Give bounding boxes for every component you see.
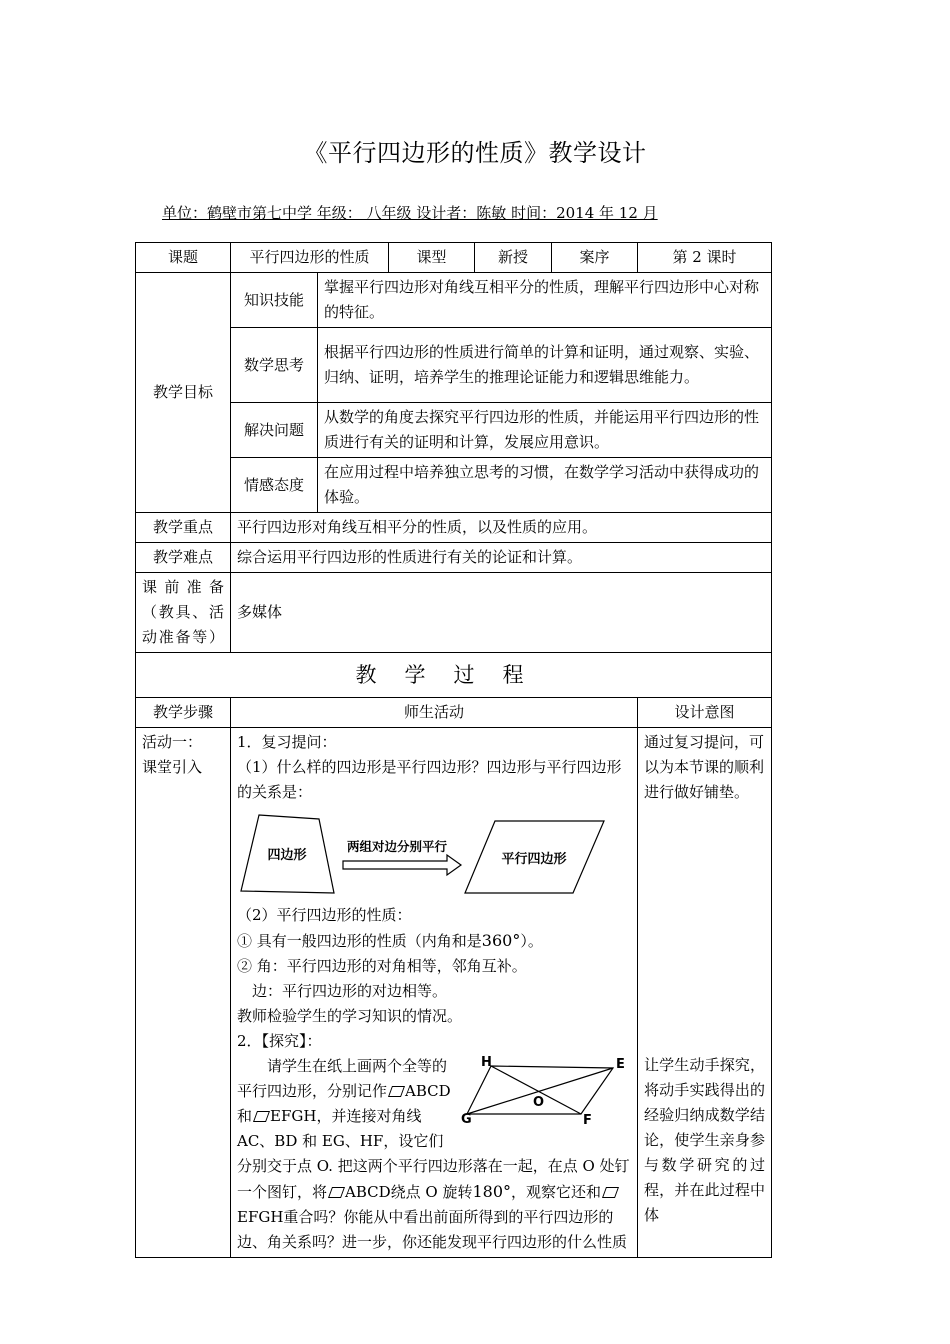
- activity1-step: [136, 728, 231, 1258]
- goal-text: 根据平行四边形的性质进行简单的计算和证明，通过观察、实验、归纳、证明，培养学生的推理论证能力和逻辑思维能力。: [318, 328, 772, 403]
- parallelogram-icon: [253, 1111, 270, 1122]
- difficulty-text: 综合运用平行四边形的性质进行有关的论证和计算。: [231, 543, 772, 573]
- center-o: O: [533, 1095, 545, 1110]
- process-header-row: [136, 698, 772, 728]
- goal-row-1: [136, 273, 772, 328]
- topic-value: 平行四边形的性质: [231, 243, 389, 273]
- intent-a: 通过复习提问，可以为本节课的顺利进行做好铺垫。: [644, 733, 765, 801]
- parallelogram-icon: [602, 1187, 619, 1198]
- vertex-h: H: [481, 1056, 492, 1070]
- degree-360: 360°: [481, 931, 521, 950]
- explore-text-b: 连接对角线 AC、BD 和 EG、HF，设它们分别交于点 O. 把这两个平行四边形落在一起，在点 O 处钉一个图钉，将: [237, 1107, 630, 1201]
- parallelogram-label: 平行四边形: [501, 852, 567, 867]
- process-title: 教学过程: [136, 653, 772, 698]
- difficulty-label: 教学难点: [136, 543, 231, 573]
- step-header: 教学步骤: [136, 698, 231, 728]
- step-line: 课堂引入: [142, 758, 203, 776]
- parallelogram-icon: [388, 1086, 405, 1097]
- explore-heading: 2．【探究】：: [237, 1032, 322, 1050]
- question2: （2）平行四边形的性质：: [237, 906, 412, 924]
- type-value: 新授: [475, 243, 552, 273]
- and-label: 和: [237, 1107, 253, 1125]
- property-3: 边：平行四边形的对边相等。: [252, 982, 448, 1000]
- efgh-label: EFGH: [270, 1107, 317, 1125]
- arrow-shape: [343, 855, 461, 875]
- review-line: 1．复习提问：: [237, 733, 337, 751]
- goal-row-3: [136, 403, 772, 458]
- goal-text: 从数学的角度去探究平行四边形的性质，并能运用平行四边形的性质进行有关的证明和计算，发展应用意识。: [318, 403, 772, 458]
- topic-label: 课题: [136, 243, 231, 273]
- quadrilateral-relation-diagram: [237, 809, 622, 901]
- case-label: 案序: [552, 243, 638, 273]
- prep-label: [136, 573, 231, 653]
- goal-text: 掌握平行四边形对角线互相平分的性质，理解平行四边形中心对称的特征。: [318, 273, 772, 328]
- document-title: 《平行四边形的性质》教学设计: [303, 139, 647, 167]
- key-point-text: 平行四边形对角线互相平分的性质，以及性质的应用。: [231, 513, 772, 543]
- question1: （1）什么样的四边形是平行四边形？四边形与平行四边形的关系是：: [237, 758, 622, 801]
- activity-header: 师生活动: [231, 698, 638, 728]
- property-1-post: ）。: [520, 932, 543, 950]
- teacher-check: 教师检验学生的学习知识的情况。: [237, 1007, 463, 1025]
- goal-name: 知识技能: [231, 273, 318, 328]
- key-point-label: 教学重点: [136, 513, 231, 543]
- explore-text-a: 请学生在纸上画两个全等的平行四边形，分别记作: [237, 1057, 448, 1100]
- property-1-pre: ① 具有一般四边形的性质（内角和是: [237, 932, 482, 950]
- prep-row: [136, 573, 772, 653]
- goal-row-2: [136, 328, 772, 403]
- vertex-f: F: [583, 1113, 592, 1128]
- prep-label-line: 课 前 准 备: [142, 578, 224, 596]
- efgh-diagram: [461, 1056, 631, 1132]
- lesson-plan-table: [135, 242, 772, 1258]
- goal-row-4: [136, 458, 772, 513]
- step-line: 活动一：: [142, 733, 203, 751]
- rotate-label: 绕点 O 旋转: [390, 1183, 473, 1201]
- abcd-label-2: ABCD: [345, 1183, 391, 1201]
- explore-text-c: ，观察它还和: [511, 1183, 602, 1201]
- intent-b: 让学生动手探究，将动手实践得出的经验归纳成数学结论，使学生亲身参与数学研究的过程，并在此过程中体: [644, 1056, 766, 1224]
- vertex-e: E: [616, 1057, 625, 1072]
- activity1-intent: [638, 728, 772, 1258]
- header-row: [136, 243, 772, 273]
- comma-label: ，并: [316, 1107, 347, 1125]
- intent-header: 设计意图: [638, 698, 772, 728]
- arrow-label: 两组对边分别平行: [346, 839, 448, 854]
- parallelogram-icon: [328, 1187, 345, 1198]
- prep-label-line: 动准备等）: [142, 628, 224, 646]
- property-2: ② 角：平行四边形的对角相等，邻角互补。: [237, 957, 527, 975]
- goals-label: 教学目标: [136, 273, 231, 513]
- degree-180: 180°: [472, 1182, 512, 1201]
- goal-name: 解决问题: [231, 403, 318, 458]
- explore-text-d: 重合吗？你能从中看出前面所得到的平行四边形的边、角关系吗？进一步，你还能发现平行四边形的什么性质: [237, 1208, 628, 1251]
- intent-spacer: [644, 805, 765, 1053]
- case-value: 第 2 课时: [638, 243, 772, 273]
- prep-text: 多媒体: [231, 573, 772, 653]
- goal-name: 情感态度: [231, 458, 318, 513]
- meta-line: 单位：鹤壁市第七中学 年级： 八年级 设计者：陈敏 时间：2014 年 12 月: [162, 204, 658, 222]
- vertex-g: G: [461, 1112, 472, 1127]
- process-title-row: [136, 653, 772, 698]
- abcd-label: ABCD: [405, 1082, 451, 1100]
- activity1-row: [136, 728, 772, 1258]
- quadrilateral-figure: [237, 809, 631, 901]
- property-1: [237, 928, 631, 954]
- key-point-row: [136, 513, 772, 543]
- prep-label-line: （教具、活: [142, 603, 224, 621]
- type-label: 课型: [389, 243, 475, 273]
- goal-text: 在应用过程中培养独立思考的习惯，在数学学习活动中获得成功的体验。: [318, 458, 772, 513]
- difficulty-row: [136, 543, 772, 573]
- efgh-label-2: EFGH: [237, 1208, 284, 1226]
- goal-name: 数学思考: [231, 328, 318, 403]
- quadrilateral-label: 四边形: [267, 848, 307, 863]
- activity1-content: [231, 728, 638, 1258]
